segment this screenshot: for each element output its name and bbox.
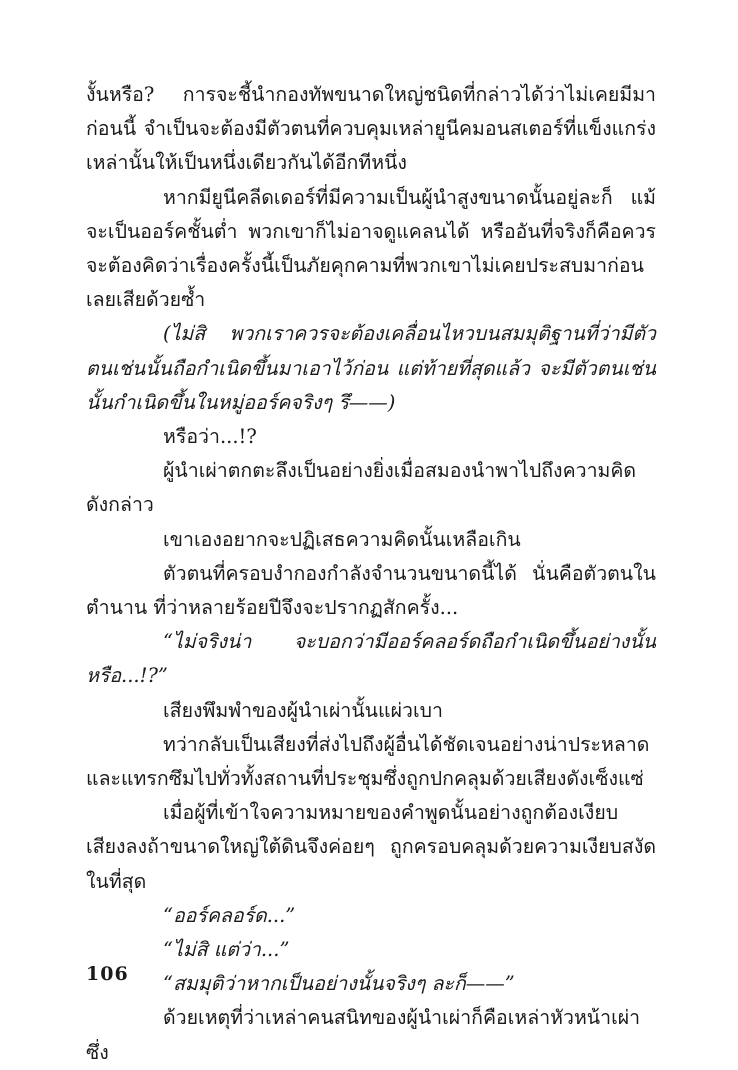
paragraph-15: ด้วยเหตุที่ว่าเหล่าคนสนิทของผู้นำเผ่าก็คือเหล่าหัวหน้าเผ่าซึ่ง [86,1006,641,1064]
body-text [86,78,656,1070]
paragraph-6: เขาเองอยากจะปฏิเสธความคิดนั้นเหลือเกิน [163,527,521,551]
paragraph-7: ตัวตนที่ครอบงำกองกำลังจำนวนขนาดนี้ได้ นั่นคือตัวตนในตำนาน ที่ว่าหลายร้อยปีจึงจะปรากฏสักครั้ง... [86,561,656,620]
paragraph-8-dialogue: “ไม่จริงน่า จะบอกว่ามีออร์คลอร์ดถือกำเนิดขึ้นอย่างนั้นหรือ...!?” [86,630,656,688]
paragraph-9: เสียงพึมพำของผู้นำเผ่านั้นแผ่วเบา [163,698,443,722]
paragraph-1: งั้นหรือ? การจะชี้นำกองทัพขนาดใหญ่ชนิดที่กล่าวได้ว่าไม่เคยมีมาก่อนนี้ จำเป็นจะต้องมีตัวตนที่ควบคุมเหล่ายูนีคมอนสเตอร์ที่แข็งแกร่งเหล่านั้นให้เป็นหนึ่งเดียวกันได้อีกทีหนึ่ง [86,83,656,175]
paragraph-4: หรือว่า...!? [163,425,257,449]
paragraph-11: เมื่อผู้ที่เข้าใจความหมายของคำพูดนั้นอย่างถูกต้องเงียบเสียงลงถ้าขนาดใหญ่ใต้ดินจึงค่อยๆ ถูกครอบคลุมด้วยความเงียบสงัดในที่สุด [86,801,656,893]
paragraph-5: ผู้นำเผ่าตกตะลึงเป็นอย่างยิ่งเมื่อสมองนำพาไปถึงความคิดดังกล่าว [86,459,637,517]
paragraph-13-dialogue: “ไม่สิ แต่ว่า...” [163,938,290,962]
page-number: 106 [86,963,129,985]
paragraph-2: หากมียูนีคลีดเดอร์ที่มีความเป็นผู้นำสูงขนาดนั้นอยู่ละก็ แม้จะเป็นออร์คชั้นต่ำ พวกเขาก็ไม่อาจดูแคลนได้ หรืออันที่จริงก็คือควรจะต้องคิดว่าเรื่องครั้งนี้เป็นภัยคุกคามที่พวกเขาไม่เคยประสบมาก่อนเลยเสียด้วยซ้ำ [86,185,656,312]
paragraph-10: ทว่ากลับเป็นเสียงที่ส่งไปถึงผู้อื่นได้ชัดเจนอย่างน่าประหลาดและแทรกซึมไปทั่วทั้งสถานที่ประชุมซึ่งถูกปกคลุมด้วยเสียงดังเซ็งแซ่ [86,732,650,791]
paragraph-12-dialogue: “ออร์คลอร์ด...” [163,903,296,927]
paragraph-3-thought: (ไม่สิ พวกเราควรจะต้องเคลื่อนไหวบนสมมุติฐานที่ว่ามีตัวตนเช่นนั้นถือกำเนิดขึ้นมาเอาไว้ก่อน แต่ท้ายที่สุดแล้ว จะมีตัวตนเช่นนั้นกำเนิดขึ้นในหมู่ออร์คจริงๆ รึ——) [86,322,656,414]
paragraph-14-dialogue: “สมมุติว่าหากเป็นอย่างนั้นจริงๆ ละก็——” [163,972,515,996]
